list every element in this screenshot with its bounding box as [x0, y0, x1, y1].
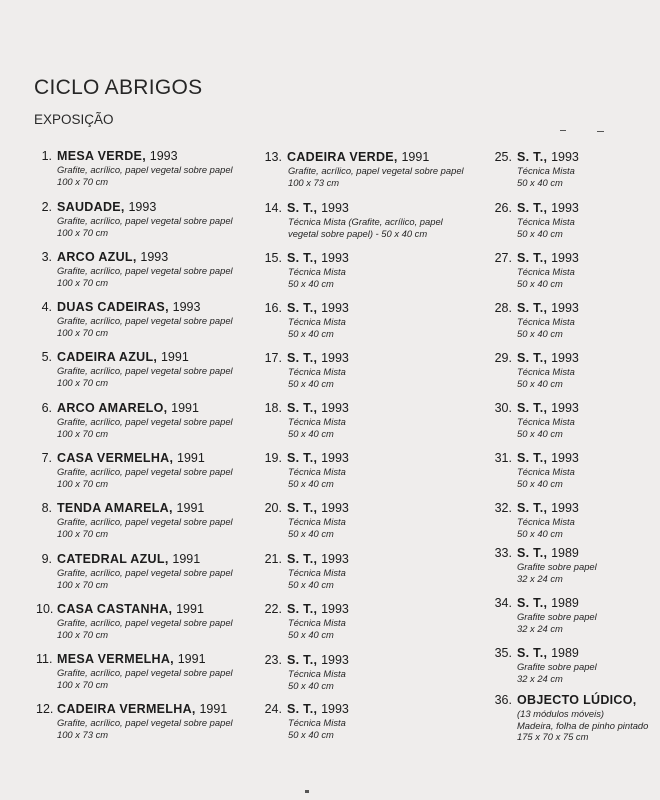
catalog-entry — [36, 552, 233, 590]
entry-dimensions: 100 x 73 cm — [288, 176, 340, 188]
entry-number: 12. — [36, 702, 54, 716]
entry-dimensions: 100 x 70 cm — [57, 175, 109, 187]
entry-year: 1991 — [176, 602, 204, 616]
entry-title: DUAS CADEIRAS — [57, 300, 166, 314]
entry-heading: 28. S. T., 1993 — [494, 301, 579, 315]
entry-heading: 21. S. T., 1993 — [264, 552, 349, 566]
entry-year: 1993 — [172, 300, 201, 314]
entry-year: 1991 — [177, 652, 206, 666]
catalog-entry — [36, 652, 233, 690]
entry-number: 18. — [264, 401, 282, 415]
entry-medium: Grafite sobre papel — [517, 611, 597, 622]
entry-medium: Grafite, acrílico, papel vegetal sobre papel — [57, 516, 233, 527]
entry-title: TENDA AMARELA — [57, 501, 169, 515]
catalog-entry — [36, 149, 233, 187]
page-subtitle: EXPOSIÇÃO — [34, 112, 114, 127]
entry-year: 1993 — [551, 501, 579, 515]
entry-heading: 6. ARCO AMARELO, 1991 — [36, 401, 233, 416]
entry-dimensions: 50 x 40 cm — [288, 327, 334, 339]
entry-dimensions: Madeira, folha de pinho pintado — [517, 719, 649, 731]
entry-medium: Técnica Mista — [288, 266, 346, 277]
entry-title: S. T. — [287, 702, 314, 716]
entry-dimensions: 50 x 40 cm — [288, 628, 334, 640]
entry-dimensions: 50 x 40 cm — [288, 679, 334, 691]
entry-heading: 20. S. T., 1993 — [264, 501, 349, 515]
entry-dimensions: 32 x 24 cm — [517, 572, 563, 584]
catalog-entry — [494, 251, 579, 289]
entry-year: 1993 — [149, 149, 178, 163]
entry-dimensions: 50 x 40 cm — [517, 377, 563, 389]
entry-year: 1993 — [321, 602, 349, 616]
entry-heading: 14. S. T., 1993 — [264, 201, 349, 215]
entry-medium: Grafite, acrílico, papel vegetal sobre papel — [57, 466, 233, 477]
entry-heading: 32. S. T., 1993 — [494, 501, 579, 515]
entry-dimensions: 100 x 70 cm — [57, 276, 109, 288]
entry-medium: Técnica Mista — [517, 516, 575, 527]
entry-number: 26. — [494, 201, 512, 215]
entry-year: 1993 — [321, 501, 349, 515]
entry-medium: Grafite sobre papel — [517, 561, 597, 572]
entry-number: 31. — [494, 451, 512, 465]
catalog-entry — [36, 250, 233, 288]
entry-dimensions: 50 x 40 cm — [288, 578, 334, 590]
entry-heading: 24. S. T., 1993 — [264, 702, 349, 716]
entry-heading: 25. S. T., 1993 — [494, 150, 579, 164]
entry-year: 1993 — [551, 301, 579, 315]
entry-number: 11. — [36, 652, 53, 666]
entry-number: 7. — [41, 451, 52, 465]
entry-medium: Técnica Mista — [288, 668, 346, 679]
entry-medium: Grafite, acrílico, papel vegetal sobre papel — [57, 717, 233, 728]
entry-heading: 15. S. T., 1993 — [264, 251, 349, 265]
entry-year: 1991 — [401, 150, 430, 164]
catalog-entry — [264, 501, 349, 539]
entry-medium: Técnica Mista — [517, 165, 575, 176]
entry-title: MESA VERDE — [57, 149, 143, 163]
paper-speck — [305, 790, 309, 793]
entry-title: S. T. — [517, 451, 544, 465]
entry-year: 1993 — [321, 451, 349, 465]
catalog-entry — [264, 301, 349, 339]
entry-year: 1993 — [321, 401, 349, 415]
entry-title: CADEIRA AZUL — [57, 350, 154, 364]
entry-year: 1991 — [176, 501, 205, 515]
entry-medium: Técnica Mista — [517, 366, 575, 377]
entry-heading: 10. CASA CASTANHA, 1991 — [36, 602, 204, 616]
entry-number: 2. — [41, 200, 52, 214]
entry-title: S. T. — [517, 150, 544, 164]
entry-title: ARCO AMARELO — [57, 401, 164, 415]
entry-year: 1993 — [551, 351, 579, 365]
catalog-entry — [36, 200, 233, 238]
entry-medium: Técnica Mista — [517, 416, 575, 427]
entry-medium: Técnica Mista — [517, 266, 575, 277]
entry-medium: Grafite, acrílico, papel vegetal sobre papel — [57, 215, 233, 226]
entry-number: 33. — [494, 546, 512, 560]
entry-heading: 8. TENDA AMARELA, 1991 — [36, 501, 233, 516]
entry-medium: Técnica Mista — [288, 617, 346, 628]
entry-number: 6. — [41, 401, 52, 415]
entry-number: 29. — [494, 351, 512, 365]
entry-heading: 35. S. T., 1989 — [494, 646, 579, 660]
entry-year: 1993 — [321, 251, 349, 265]
catalog-entry — [494, 401, 579, 439]
catalog-entry — [36, 350, 233, 388]
entry-medium: Técnica Mista — [288, 516, 346, 527]
entry-title: OBJECTO LÚDICO — [517, 693, 633, 707]
entry-year: 1991 — [160, 350, 189, 364]
entry-dimensions: 50 x 40 cm — [288, 277, 334, 289]
entry-heading: 27. S. T., 1993 — [494, 251, 579, 265]
entry-dimensions: 50 x 40 cm — [517, 427, 563, 439]
entry-dimensions: 50 x 40 cm — [288, 427, 334, 439]
entry-medium: Grafite, acrílico, papel vegetal sobre papel — [57, 265, 233, 276]
entry-heading: 16. S. T., 1993 — [264, 301, 349, 315]
catalog-entry — [264, 401, 349, 439]
catalog-entry — [36, 451, 233, 489]
catalog-entry — [494, 501, 579, 539]
catalog-entry — [494, 546, 597, 584]
entry-title: S. T. — [517, 201, 544, 215]
entry-medium: Grafite, acrílico, papel vegetal sobre papel — [57, 416, 233, 427]
catalog-entry — [264, 351, 349, 389]
entry-heading: 22. S. T., 1993 — [264, 602, 349, 616]
entry-medium: Técnica Mista — [517, 216, 575, 227]
entry-heading: 1. MESA VERDE, 1993 — [36, 149, 233, 164]
entry-number: 35. — [494, 646, 512, 660]
entry-medium: Grafite, acrílico, papel vegetal sobre papel — [57, 164, 233, 175]
entry-year: 1993 — [321, 702, 349, 716]
entry-year: 1991 — [171, 401, 199, 415]
entry-year: 1993 — [551, 401, 579, 415]
catalog-entry — [36, 401, 233, 439]
entry-title: S. T. — [517, 401, 544, 415]
entry-number: 1. — [41, 149, 52, 163]
entry-year: 1993 — [321, 351, 349, 365]
catalog-entry — [494, 301, 579, 339]
entry-dimensions: 100 x 70 cm — [57, 376, 109, 388]
entry-number: 19. — [264, 451, 282, 465]
entry-medium: (13 módulos móveis) — [517, 708, 605, 719]
entry-heading: 26. S. T., 1993 — [494, 201, 579, 215]
entry-heading: 23. S. T., 1993 — [264, 653, 349, 667]
entry-title: SAUDADE — [57, 200, 121, 214]
page-title: CICLO ABRIGOS — [34, 76, 203, 99]
catalog-entry — [36, 702, 233, 740]
entry-heading: 11. MESA VERMELHA, 1991 — [36, 652, 206, 666]
entry-title: S. T. — [287, 351, 314, 365]
catalog-entry — [494, 451, 579, 489]
entry-title: S. T. — [517, 301, 544, 315]
entry-year: 1993 — [321, 201, 349, 215]
entry-heading: 18. S. T., 1993 — [264, 401, 349, 415]
entry-number: 34. — [494, 596, 512, 610]
entry-medium: Técnica Mista — [288, 316, 346, 327]
entry-title: S. T. — [517, 251, 544, 265]
entry-number: 23. — [264, 653, 282, 667]
entry-number: 15. — [264, 251, 282, 265]
entry-dimensions-extra: 175 x 70 x 75 cm — [517, 731, 589, 742]
entry-number: 3. — [41, 250, 52, 264]
entry-year: 1989 — [551, 596, 579, 610]
entry-medium: Grafite, acrílico, papel vegetal sobre papel — [57, 365, 233, 376]
entry-title: CADEIRA VERMELHA — [57, 702, 192, 716]
entry-title: S. T. — [287, 251, 314, 265]
entry-dimensions: 50 x 40 cm — [288, 728, 334, 740]
entry-medium: Técnica Mista — [288, 416, 346, 427]
entry-title: S. T. — [517, 546, 544, 560]
entry-heading: 31. S. T., 1993 — [494, 451, 579, 465]
entry-dimensions: 50 x 40 cm — [517, 176, 563, 188]
entry-title: S. T. — [287, 602, 314, 616]
entry-year: 1993 — [128, 200, 157, 214]
entry-number: 21. — [264, 552, 282, 566]
entry-dimensions: 100 x 73 cm — [57, 728, 109, 740]
entry-medium: Grafite, acrílico, papel vegetal sobre papel — [57, 315, 233, 326]
entry-year: 1991 — [199, 702, 228, 716]
entry-number: 20. — [264, 501, 282, 515]
entry-dimensions: 50 x 40 cm — [517, 227, 563, 239]
entry-dimensions: 100 x 70 cm — [57, 427, 109, 439]
entry-heading: 5. CADEIRA AZUL, 1991 — [36, 350, 233, 365]
entry-medium: Grafite, acrílico, papel vegetal sobre papel — [57, 617, 233, 628]
entry-dimensions: 50 x 40 cm — [288, 527, 334, 539]
entry-number: 27. — [494, 251, 512, 265]
entry-number: 5. — [41, 350, 52, 364]
entry-dimensions: 50 x 40 cm — [517, 527, 563, 539]
entry-dimensions: 32 x 24 cm — [517, 672, 563, 684]
entry-dimensions: 32 x 24 cm — [517, 622, 563, 634]
catalog-entry — [264, 552, 349, 590]
entry-title: ARCO AZUL — [57, 250, 133, 264]
catalog-entry — [36, 300, 233, 338]
entry-title: S. T. — [287, 653, 314, 667]
entry-title: S. T. — [287, 401, 314, 415]
entry-dimensions: 100 x 70 cm — [57, 226, 109, 238]
entry-medium: Técnica Mista — [288, 466, 346, 477]
entry-number: 32. — [494, 501, 512, 515]
entry-title: S. T. — [517, 646, 544, 660]
catalog-entry — [494, 646, 597, 684]
catalog-entry — [264, 602, 349, 640]
entry-number: 22. — [264, 602, 282, 616]
entry-heading: 12. CADEIRA VERMELHA, 1991 — [36, 702, 228, 716]
catalog-entry — [36, 602, 233, 640]
entry-medium: Técnica Mista — [288, 366, 346, 377]
entry-heading: 3. ARCO AZUL, 1993 — [36, 250, 233, 265]
entry-title: S. T. — [517, 501, 544, 515]
entry-number: 28. — [494, 301, 512, 315]
entry-medium: Técnica Mista — [288, 717, 346, 728]
entry-title: CATEDRAL AZUL — [57, 552, 165, 566]
catalog-entry — [494, 596, 597, 634]
entry-year: 1993 — [551, 251, 579, 265]
entry-year: 1993 — [551, 451, 579, 465]
entry-year: 1989 — [551, 646, 579, 660]
entry-medium: Técnica Mista — [517, 316, 575, 327]
entry-medium: Grafite, acrílico, papel vegetal sobre papel — [57, 567, 233, 578]
entry-medium: Grafite, acrílico, papel vegetal sobre papel — [288, 165, 464, 176]
entry-title: S. T. — [517, 351, 544, 365]
entry-dimensions: 50 x 40 cm — [288, 477, 334, 489]
entry-year: 1993 — [140, 250, 169, 264]
catalog-entry — [494, 351, 579, 389]
entry-number: 24. — [264, 702, 282, 716]
entry-number: 8. — [41, 501, 52, 515]
entry-title: S. T. — [287, 201, 314, 215]
catalog-entry — [264, 653, 349, 691]
entry-medium: Técnica Mista — [288, 567, 346, 578]
entry-number: 25. — [494, 150, 512, 164]
entry-dimensions: 50 x 40 cm — [517, 327, 563, 339]
catalog-entry — [494, 693, 648, 743]
entry-number: 13. — [264, 150, 282, 164]
catalog-entry — [264, 451, 349, 489]
entry-heading: 36. OBJECTO LÚDICO, — [494, 693, 637, 707]
entry-heading: 2. SAUDADE, 1993 — [36, 200, 233, 215]
entry-heading: 4. DUAS CADEIRAS, 1993 — [36, 300, 233, 315]
catalog-entry — [264, 702, 349, 740]
entry-title: S. T. — [287, 301, 314, 315]
entry-heading: 29. S. T., 1993 — [494, 351, 579, 365]
paper-speck — [560, 130, 566, 131]
paper-speck — [597, 131, 604, 132]
entry-dimensions: 100 x 70 cm — [57, 678, 109, 690]
entry-title: MESA VERMELHA — [57, 652, 171, 666]
entry-medium: Técnica Mista — [517, 466, 575, 477]
entry-year: 1989 — [551, 546, 579, 560]
entry-title: S. T. — [287, 552, 314, 566]
entry-heading: 34. S. T., 1989 — [494, 596, 579, 610]
entry-heading: 17. S. T., 1993 — [264, 351, 349, 365]
entry-dimensions: 50 x 40 cm — [517, 477, 563, 489]
entry-title: CASA VERMELHA — [57, 451, 170, 465]
entry-dimensions: 50 x 40 cm — [517, 277, 563, 289]
entry-number: 16. — [264, 301, 282, 315]
catalog-entry — [36, 501, 233, 539]
entry-number: 30. — [494, 401, 512, 415]
entry-dimensions: 100 x 70 cm — [57, 326, 109, 338]
entry-title: S. T. — [517, 596, 544, 610]
entry-dimensions: 100 x 70 cm — [57, 527, 109, 539]
entry-heading: 13. CADEIRA VERDE, 1991 — [264, 150, 430, 164]
entry-heading: 30. S. T., 1993 — [494, 401, 579, 415]
entry-number: 4. — [41, 300, 52, 314]
entry-number: 9. — [41, 552, 52, 566]
entry-year: 1993 — [551, 150, 579, 164]
entry-heading: 33. S. T., 1989 — [494, 546, 579, 560]
entry-heading: 9. CATEDRAL AZUL, 1991 — [36, 552, 233, 567]
entry-title: CASA CASTANHA — [57, 602, 169, 616]
catalog-entry — [494, 150, 579, 188]
entry-number: 10. — [36, 602, 54, 616]
entry-dimensions: 100 x 70 cm — [57, 628, 109, 640]
entry-year: 1993 — [321, 301, 349, 315]
catalog-entry — [264, 201, 463, 239]
entry-medium: Grafite, acrílico, papel vegetal sobre papel — [57, 667, 233, 678]
entry-year: 1993 — [321, 653, 349, 667]
entry-heading: 19. S. T., 1993 — [264, 451, 349, 465]
entry-number: 36. — [494, 693, 512, 707]
entry-year: 1991 — [172, 552, 201, 566]
entry-dimensions: 50 x 40 cm — [288, 377, 334, 389]
catalog-entry — [264, 251, 349, 289]
entry-number: 17. — [264, 351, 282, 365]
entry-medium: Técnica Mista (Grafite, acrílico, papel vegetal sobre papel) - 50 x 40 cm — [288, 216, 443, 239]
entry-title: S. T. — [287, 451, 314, 465]
entry-heading: 7. CASA VERMELHA, 1991 — [36, 451, 233, 466]
entry-title: S. T. — [287, 501, 314, 515]
entry-medium: Grafite sobre papel — [517, 661, 597, 672]
entry-year: 1993 — [321, 552, 349, 566]
catalog-entry — [264, 150, 464, 188]
entry-number: 14. — [264, 201, 282, 215]
catalog-entry — [494, 201, 579, 239]
entry-year: 1993 — [551, 201, 579, 215]
entry-dimensions: 100 x 70 cm — [57, 477, 109, 489]
entry-dimensions: 100 x 70 cm — [57, 578, 109, 590]
entry-year: 1991 — [177, 451, 205, 465]
entry-title: CADEIRA VERDE — [287, 150, 394, 164]
